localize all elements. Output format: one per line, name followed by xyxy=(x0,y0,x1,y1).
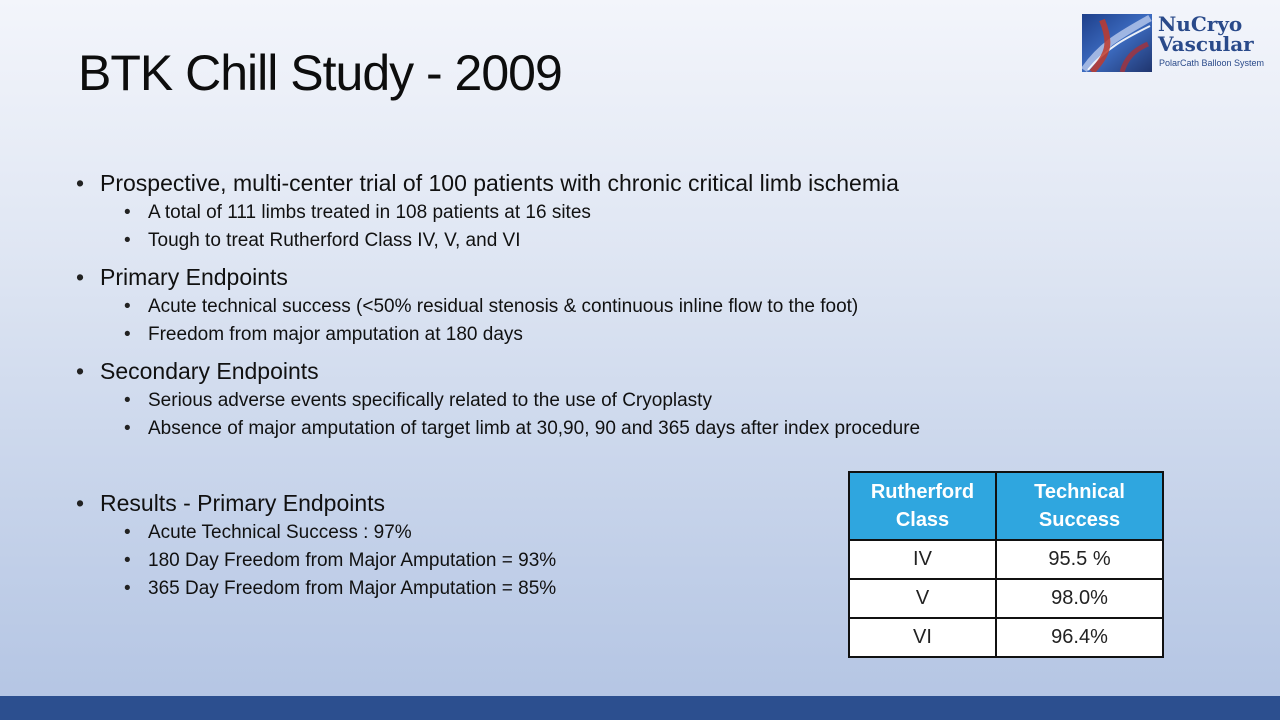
sub-bullet-result-365-day: • 365 Day Freedom from Major Amputation = 85% xyxy=(148,578,556,600)
header-rutherford-line1: Rutherford xyxy=(870,481,975,503)
cell-class: VI xyxy=(849,618,996,657)
balloon-catheter-logo-icon xyxy=(1082,14,1152,72)
sub-bullet-result-acute-success: • Acute Technical Success : 97% xyxy=(148,522,412,544)
table-row xyxy=(849,618,1163,657)
company-logo xyxy=(1082,14,1272,72)
logo-tagline: PolarCath Balloon System xyxy=(1159,58,1265,68)
logo-text-nucryo: NuCryo xyxy=(1158,12,1243,36)
table-row xyxy=(849,540,1163,579)
sub-bullet-freedom-amputation: • Freedom from major amputation at 180 days xyxy=(148,324,523,346)
table-header-row xyxy=(849,472,1163,540)
header-technical-success xyxy=(996,472,1163,540)
rutherford-results-table xyxy=(848,471,1164,658)
cell-success: 95.5 % xyxy=(996,540,1163,579)
bullet-results: • Results - Primary Endpoints xyxy=(100,490,385,517)
header-rutherford-class xyxy=(849,472,996,540)
cell-success: 96.4% xyxy=(996,618,1163,657)
sub-bullet-absence-amputation: • Absence of major amputation of target limb at 30,90, 90 and 365 days after index procedure xyxy=(148,418,920,440)
sub-bullet-limbs-treated: • A total of 111 limbs treated in 108 patients at 16 sites xyxy=(148,202,591,224)
bullet-primary-endpoints: • Primary Endpoints xyxy=(100,264,288,291)
header-technical-line1: Technical xyxy=(1034,481,1125,503)
footer-bar xyxy=(0,696,1280,720)
sub-bullet-adverse-events: • Serious adverse events specifically related to the use of Cryoplasty xyxy=(148,390,712,412)
cell-class: IV xyxy=(849,540,996,579)
sub-bullet-rutherford-class: • Tough to treat Rutherford Class IV, V, and VI xyxy=(148,230,521,252)
header-technical-line2: Success xyxy=(1038,509,1121,531)
sub-bullet-result-180-day: • 180 Day Freedom from Major Amputation = 93% xyxy=(148,550,556,572)
cell-success: 98.0% xyxy=(996,579,1163,618)
bullet-secondary-endpoints: • Secondary Endpoints xyxy=(100,358,319,385)
logo-text-vascular: Vascular xyxy=(1158,32,1254,56)
table-row xyxy=(849,579,1163,618)
bullet-trial-design: • Prospective, multi-center trial of 100 patients with chronic critical limb ischemia xyxy=(100,170,899,197)
slide-title: BTK Chill Study - 2009 xyxy=(78,45,562,101)
cell-class: V xyxy=(849,579,996,618)
sub-bullet-acute-technical-success: • Acute technical success (<50% residual stenosis & continuous inline flow to the foot) xyxy=(148,296,858,318)
header-rutherford-line2: Class xyxy=(895,509,950,531)
